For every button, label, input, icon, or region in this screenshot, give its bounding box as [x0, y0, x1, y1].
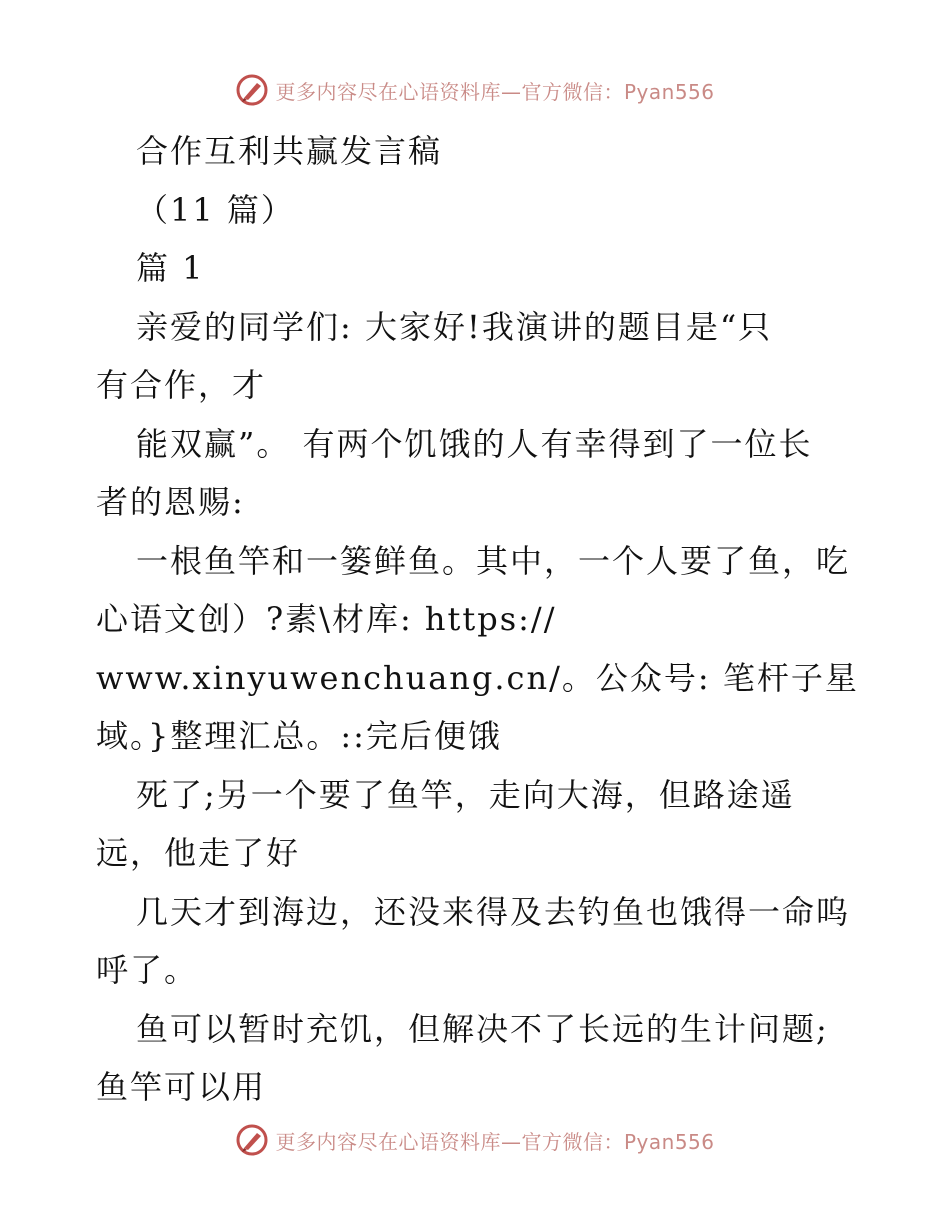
watermark-wechat-label: 官方微信：	[521, 1129, 624, 1154]
text-line: 者的恩赐:	[96, 483, 245, 521]
text-line: 能双赢”。 有两个饥饿的人有幸得到了一位长	[136, 424, 813, 463]
text-line: 鱼竿可以用	[96, 1068, 267, 1106]
text-line: www.xinyuwenchuang.cn/。公众号: 笔杆子星	[96, 658, 859, 697]
text-line: 远，他走了好	[96, 834, 301, 872]
text-line: 死了;另一个要了鱼竿，走向大海，但路途遥	[136, 775, 795, 814]
watermark-wechat-id: Pyan556	[623, 79, 715, 104]
watermark-dash: —	[500, 79, 522, 104]
text-line: 有合作，才	[96, 366, 267, 404]
text-line: 篇 1	[136, 249, 205, 287]
watermark-main-text: 更多内容尽在心语资料库	[275, 79, 501, 104]
text-line: 心语文创）?素\材库: https://	[96, 600, 557, 638]
pen-logo-icon	[235, 73, 269, 107]
text-line: 呼了。	[96, 951, 199, 989]
watermark-dash: —	[500, 1129, 522, 1154]
header-watermark	[0, 70, 950, 110]
watermark-main-text: 更多内容尽在心语资料库	[275, 1129, 501, 1154]
text-line: （11 篇）	[136, 190, 295, 229]
text-line: 亲爱的同学们: 大家好!我演讲的题目是“只	[136, 307, 773, 346]
watermark-wechat-id: Pyan556	[623, 1129, 715, 1154]
text-line: 鱼可以暂时充饥，但解决不了长远的生计问题;	[136, 1009, 829, 1048]
document-body	[96, 122, 866, 1117]
text-line: 几天才到海边，还没来得及去钓鱼也饿得一命呜	[136, 892, 851, 931]
footer-watermark	[0, 1120, 950, 1160]
pen-logo-icon	[235, 1123, 269, 1157]
text-line: 一根鱼竿和一篓鲜鱼。其中，一个人要了鱼，吃	[136, 541, 851, 580]
text-line: 域。}整理汇总。::完后便饿	[96, 717, 502, 755]
text-line: 合作互利共赢发言稿	[136, 132, 443, 170]
watermark-wechat-label: 官方微信：	[521, 79, 624, 104]
